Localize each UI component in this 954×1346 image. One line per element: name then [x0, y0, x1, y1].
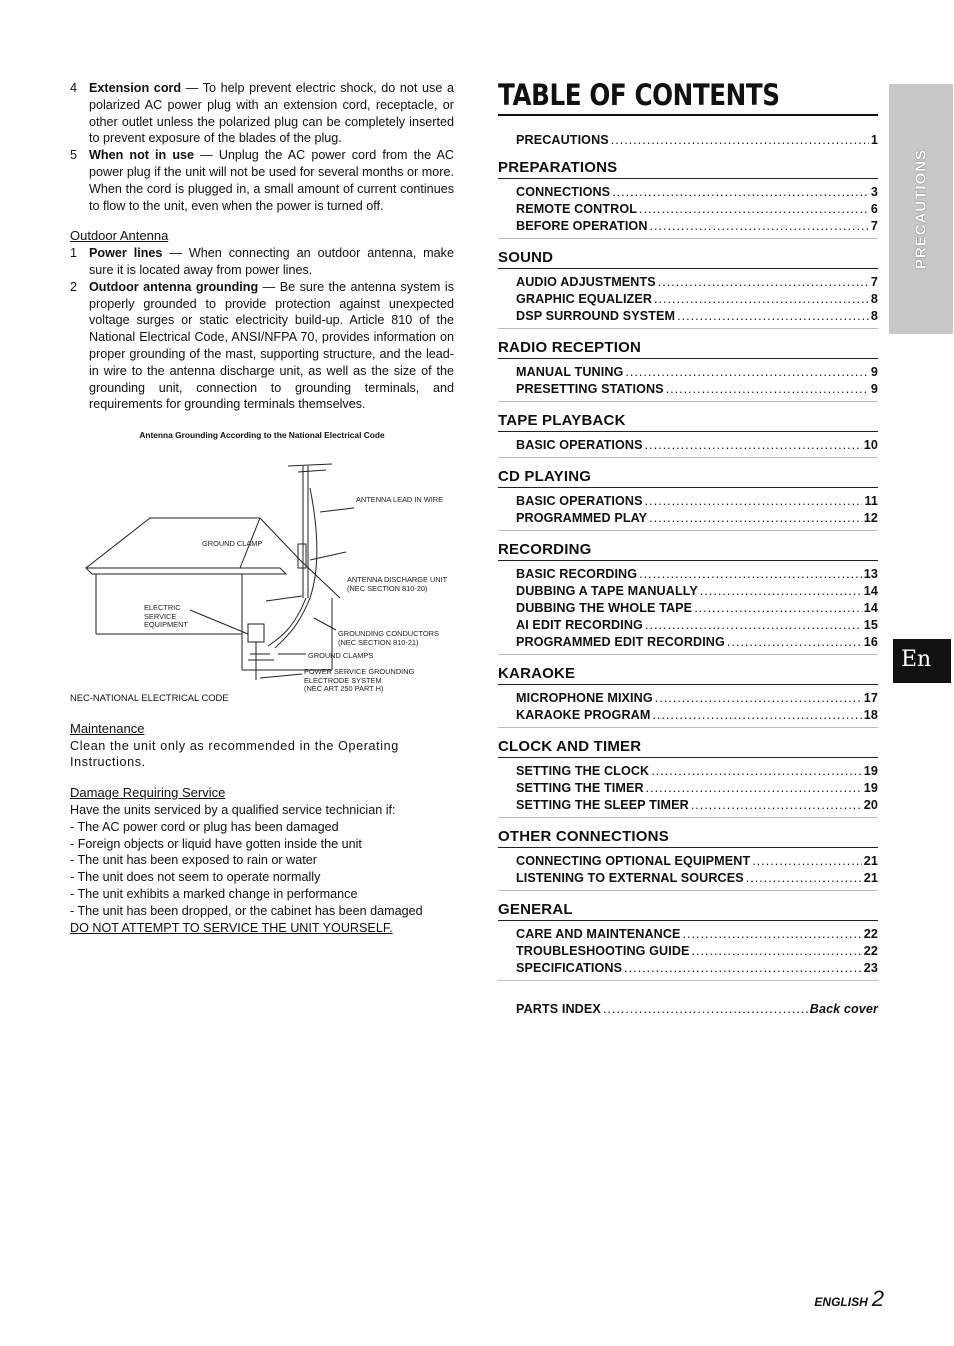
toc-section-divider	[498, 530, 878, 531]
toc-section-heading: RADIO RECEPTION	[498, 339, 878, 359]
toc-entry-page: 8	[870, 309, 878, 323]
toc-entry-title: MICROPHONE MIXING	[516, 691, 653, 705]
toc-entry-title: DUBBING A TAPE MANUALLY	[516, 584, 698, 598]
toc-section-entries	[498, 853, 878, 887]
toc-section-entries	[498, 690, 878, 724]
toc-entry[interactable]	[516, 853, 878, 870]
item-when-not-in-use	[70, 147, 454, 214]
toc-section-entries	[498, 763, 878, 814]
toc-entry[interactable]	[516, 926, 878, 943]
toc-entry-page: 19	[863, 781, 878, 795]
toc-title-rule	[498, 114, 878, 116]
toc-entry-title: SETTING THE TIMER	[516, 781, 644, 795]
toc-entry[interactable]	[516, 566, 878, 583]
toc-entry-page: 9	[870, 365, 878, 379]
toc-entry-leader	[700, 583, 862, 600]
item-extension-cord	[70, 80, 454, 147]
toc-section-divider	[498, 328, 878, 329]
toc-section-heading: CD PLAYING	[498, 468, 878, 488]
label-electric-service-equipment: ELECTRIC SERVICE EQUIPMENT	[144, 602, 188, 630]
toc-section-divider	[498, 817, 878, 818]
toc-entry-leader	[645, 493, 863, 510]
toc-entry-leader	[694, 600, 862, 617]
toc-entry-leader	[650, 218, 869, 235]
toc-entry-leader	[645, 437, 862, 454]
left-column	[70, 80, 454, 936]
toc-section-heading: CLOCK AND TIMER	[498, 738, 878, 758]
nec-note: NEC-NATIONAL ELECTRICAL CODE	[70, 691, 229, 703]
toc-entry[interactable]	[516, 690, 878, 707]
toc-entry-leader	[639, 201, 869, 218]
toc-entry-title: SETTING THE SLEEP TIMER	[516, 798, 689, 812]
toc-section-divider	[498, 727, 878, 728]
toc-entry-leader	[683, 926, 862, 943]
toc-entry[interactable]	[516, 218, 878, 235]
toc-entry-title: PROGRAMMED PLAY	[516, 511, 648, 525]
item-title: Outdoor antenna grounding	[89, 279, 259, 294]
toc-entry-title: GRAPHIC EQUALIZER	[516, 292, 653, 306]
list-item: - The unit has been exposed to rain or water	[70, 853, 317, 868]
toc-section-entries	[498, 926, 878, 977]
toc-entry[interactable]	[516, 308, 878, 325]
toc-entry-title: CARE AND MAINTENANCE	[516, 927, 681, 941]
toc-entry-title: AI EDIT RECORDING	[516, 618, 643, 632]
toc-section-divider	[498, 654, 878, 655]
toc-entry-leader	[655, 690, 862, 707]
toc-entry-title: PROGRAMMED EDIT RECORDING	[516, 635, 725, 649]
toc-entry-leader	[691, 797, 862, 814]
toc-section-entries	[498, 184, 878, 235]
toc-top-entries	[498, 132, 878, 149]
toc-entry-leader	[652, 707, 861, 724]
list-item: - The unit has been dropped, or the cabinet has been damaged	[70, 903, 423, 918]
toc-entry[interactable]	[516, 381, 878, 398]
toc-entry-page: 22	[863, 927, 878, 941]
toc-entry[interactable]	[516, 437, 878, 454]
toc-entry-leader	[658, 274, 869, 291]
item-power-lines	[70, 245, 454, 279]
toc-section-heading: KARAOKE	[498, 665, 878, 685]
label-discharge-unit: ANTENNA DISCHARGE UNIT (NEC SECTION 810-20)	[347, 574, 448, 593]
house-diagram-svg	[70, 448, 454, 698]
item-title: Power lines	[89, 246, 163, 261]
toc-entry-title: BASIC OPERATIONS	[516, 494, 643, 508]
item-title: Extension cord	[89, 81, 182, 95]
toc-entry[interactable]	[516, 617, 878, 634]
toc-section-divider	[498, 980, 878, 981]
toc-section-entries	[498, 566, 878, 651]
toc-section-entries	[498, 437, 878, 454]
label-lead-in-wire: ANTENNA LEAD IN WIRE	[356, 494, 444, 504]
toc-entry[interactable]	[516, 201, 878, 218]
toc-entry[interactable]	[516, 707, 878, 724]
toc-entry-page: 7	[870, 275, 878, 289]
toc-entry-title: BASIC RECORDING	[516, 567, 638, 581]
toc-entry-page: 9	[870, 382, 878, 396]
toc-entry[interactable]	[516, 274, 878, 291]
precautions-side-tab	[889, 84, 953, 334]
toc-entry-leader	[752, 853, 862, 870]
toc-entry[interactable]	[516, 600, 878, 617]
item-number: 1	[70, 246, 78, 261]
toc-section-heading: TAPE PLAYBACK	[498, 412, 878, 432]
list-item: - Foreign objects or liquid have gotten inside the unit	[70, 836, 362, 851]
toc-section-heading: PREPARATIONS	[498, 159, 878, 179]
toc-entry-precautions[interactable]: PRECAUTIONS ..... 1	[516, 132, 878, 149]
toc-entry-leader	[654, 291, 869, 308]
damage-intro: Have the units serviced by a qualified service technician if:	[70, 802, 396, 817]
maintenance-heading: Maintenance	[70, 720, 145, 736]
toc-section-heading: SOUND	[498, 249, 878, 269]
toc-entry-page: 14	[863, 601, 878, 615]
toc-bottom-entries	[498, 1001, 878, 1018]
toc-section-divider	[498, 238, 878, 239]
toc-entry[interactable]	[516, 510, 878, 527]
toc-entry-leader	[666, 381, 869, 398]
toc-section-entries	[498, 364, 878, 398]
toc-entry[interactable]	[516, 960, 878, 977]
toc-entry-page: 23	[863, 961, 878, 975]
toc-entry-leader	[746, 870, 862, 887]
antenna-grounding-diagram	[70, 448, 454, 698]
page-footer	[814, 1286, 884, 1312]
damage-heading: Damage Requiring Service	[70, 785, 226, 801]
language-tab-label: En	[901, 647, 932, 672]
toc-entry-title: REMOTE CONTROL	[516, 202, 638, 216]
toc-section-heading: OTHER CONNECTIONS	[498, 828, 878, 848]
toc-entry-leader	[677, 308, 869, 325]
outdoor-antenna-heading: Outdoor Antenna	[70, 228, 169, 244]
toc-entry-title: AUDIO ADJUSTMENTS	[516, 275, 656, 289]
toc-entry-page: 8	[870, 292, 878, 306]
item-text: — Be sure the antenna system is properly grounded to provide protection against unexpected voltage surges or static electricity build-up. Article 810 of the National Electrical Code, ANSI/NFPA 70, provides information on proper grounding of the mast, supporting structure, and the lead-in wire to the antenna discharge unit, as well as the size of the grounding unit, connection to grounding terminals, and requirements for grounding terminals themselves.	[89, 279, 454, 412]
item-text: — When connecting an outdoor antenna, make sure it is located away from power lines.	[89, 246, 454, 277]
toc-entry[interactable]	[516, 634, 878, 651]
list-item: - The unit exhibits a marked change in performance	[70, 886, 358, 901]
label-grounding-conductors: GROUNDING CONDUCTORS (NEC SECTION 810-21)	[338, 628, 439, 647]
toc-entry-page: 21	[863, 854, 878, 868]
list-item: - The unit does not seem to operate normally	[70, 870, 321, 885]
toc-entry-page: 15	[863, 618, 878, 632]
service-warning: DO NOT ATTEMPT TO SERVICE THE UNIT YOURSELF.	[70, 920, 393, 935]
toc-entry-page: 21	[863, 871, 878, 885]
toc-entry-leader	[727, 634, 862, 651]
toc-entry[interactable]	[516, 780, 878, 797]
side-tab-label: PRECAUTIONS	[912, 148, 930, 270]
toc-section-divider	[498, 401, 878, 402]
toc-entry[interactable]	[516, 797, 878, 814]
toc-entry-leader	[692, 943, 862, 960]
toc-section-entries	[498, 274, 878, 325]
toc-entry-page: 11	[864, 494, 878, 508]
list-item: - The AC power cord or plug has been damaged	[70, 819, 339, 834]
language-tab	[893, 639, 951, 683]
toc-section-heading: GENERAL	[498, 901, 878, 921]
toc-entry-leader	[651, 763, 862, 780]
toc-entry-leader	[625, 364, 868, 381]
table-of-contents	[498, 78, 878, 1018]
toc-entry-page: 18	[863, 708, 878, 722]
toc-entry[interactable]	[516, 943, 878, 960]
damage-list	[70, 819, 454, 920]
maintenance-text: Clean the unit only as recommended in the Operating Instructions.	[70, 738, 399, 770]
toc-entry-title: MANUAL TUNING	[516, 365, 624, 379]
toc-entry-title: DUBBING THE WHOLE TAPE	[516, 601, 693, 615]
toc-entry-page: 19	[863, 764, 878, 778]
footer-language: ENGLISH	[814, 1295, 868, 1309]
item-text: — To help prevent electric shock, do not use a polarized AC power plug with an extension cord, receptacle, or other outlet unless the polarized plug can be completely inserted to prevent exposure of the blades of the plug.	[89, 81, 454, 146]
toc-title: TABLE OF CONTENTS	[498, 78, 780, 112]
item-text: — Unplug the AC power cord from the AC power plug if the unit will not be used for several months or more. When the cord is plugged in, a small amount of current continues to flow to the unit, even when the power is turned off.	[89, 148, 455, 213]
toc-entry-title: BEFORE OPERATION	[516, 219, 648, 233]
toc-section-heading: RECORDING	[498, 541, 878, 561]
toc-entry[interactable]	[516, 184, 878, 201]
item-number: 4	[70, 81, 78, 95]
toc-entry-leader	[646, 780, 862, 797]
toc-entry-leader	[612, 184, 869, 201]
toc-entry-title: DSP SURROUND SYSTEM	[516, 309, 676, 323]
toc-entry-title: BASIC OPERATIONS	[516, 438, 643, 452]
toc-entry-leader	[649, 510, 862, 527]
toc-entry-title: SETTING THE CLOCK	[516, 764, 650, 778]
item-number: 5	[70, 148, 78, 163]
toc-entry-title: LISTENING TO EXTERNAL SOURCES	[516, 871, 744, 885]
toc-entry-page: 14	[863, 584, 878, 598]
toc-entry-title: CONNECTING OPTIONAL EQUIPMENT	[516, 854, 751, 868]
toc-entry-leader	[624, 960, 862, 977]
toc-entry-leader	[645, 617, 862, 634]
page-number: 2	[871, 1286, 884, 1311]
toc-entry-page: 20	[863, 798, 878, 812]
toc-entry-page: 13	[863, 567, 878, 581]
toc-sections	[498, 159, 878, 981]
toc-section-divider	[498, 457, 878, 458]
label-ground-clamps: GROUND CLAMPS	[308, 650, 374, 660]
toc-section-entries	[498, 493, 878, 527]
toc-entry-title: CONNECTIONS	[516, 185, 611, 199]
toc-entry-page: 10	[863, 438, 878, 452]
toc-entry-page: 17	[863, 691, 878, 705]
toc-entry-title: PRESETTING STATIONS	[516, 382, 664, 396]
toc-entry-title: TROUBLESHOOTING GUIDE	[516, 944, 690, 958]
toc-entry[interactable]	[516, 493, 878, 510]
toc-entry-leader	[639, 566, 862, 583]
label-power-service-grounding: POWER SERVICE GROUNDING ELECTRODE SYSTEM (NEC ART 250 PART H)	[304, 666, 415, 694]
item-title: When not in use	[89, 148, 195, 163]
toc-entry-parts-index[interactable]: PARTS INDEX ..... Back cover	[516, 1001, 878, 1018]
toc-entry[interactable]	[516, 870, 878, 887]
toc-entry-title: KARAOKE PROGRAM	[516, 708, 651, 722]
toc-section-divider	[498, 890, 878, 891]
toc-entry-page: 16	[863, 635, 878, 649]
toc-entry[interactable]	[516, 763, 878, 780]
toc-entry-title: SPECIFICATIONS	[516, 961, 623, 975]
toc-entry-page: 7	[870, 219, 878, 233]
toc-entry[interactable]	[516, 583, 878, 600]
toc-entry-page: 6	[870, 202, 878, 216]
label-ground-clamp: GROUND CLAMP	[202, 538, 263, 548]
item-number: 2	[70, 279, 78, 294]
toc-entry-page: 22	[863, 944, 878, 958]
item-antenna-grounding	[70, 279, 454, 413]
figure-title: Antenna Grounding According to the National Electrical Code	[139, 430, 385, 441]
toc-entry[interactable]	[516, 291, 878, 308]
toc-entry-page: 12	[863, 511, 878, 525]
toc-entry[interactable]	[516, 364, 878, 381]
toc-entry-page: 3	[870, 185, 878, 199]
